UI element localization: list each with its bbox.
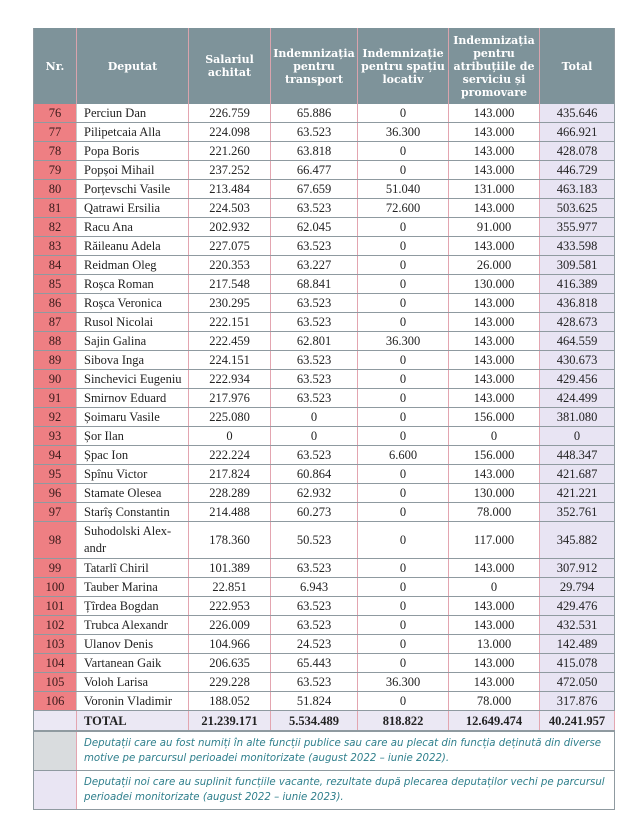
totals-row <box>34 711 615 732</box>
row-total-value: 381.080 <box>540 408 615 427</box>
deputy-name: Roșca Veronica <box>77 294 189 313</box>
table-row <box>34 199 615 218</box>
row-number: 81 <box>34 199 77 218</box>
salary-value: 222.459 <box>189 332 271 351</box>
table-row <box>34 616 615 635</box>
transport-value: 63.523 <box>271 237 358 256</box>
salary-value: 217.824 <box>189 465 271 484</box>
housing-value: 0 <box>358 218 449 237</box>
duties-value: 0 <box>449 427 540 446</box>
totals-label: TOTAL <box>77 711 189 732</box>
totals-grand-total: 40.241.957 <box>540 711 615 732</box>
row-number: 88 <box>34 332 77 351</box>
row-total-value: 428.078 <box>540 142 615 161</box>
table-row <box>34 673 615 692</box>
housing-value: 0 <box>358 559 449 578</box>
deputy-name: Tauber Marina <box>77 578 189 597</box>
transport-value: 63.227 <box>271 256 358 275</box>
row-total-value: 436.818 <box>540 294 615 313</box>
totals-housing: 818.822 <box>358 711 449 732</box>
housing-value: 0 <box>358 408 449 427</box>
transport-value: 0 <box>271 408 358 427</box>
header-atributii: Indemnizația pentru atribuțiile de serviciu și promovare <box>449 28 540 104</box>
duties-value: 143.000 <box>449 313 540 332</box>
transport-value: 65.443 <box>271 654 358 673</box>
row-total-value: 415.078 <box>540 654 615 673</box>
table-row <box>34 635 615 654</box>
row-total-value: 142.489 <box>540 635 615 654</box>
deputy-name: Roșca Roman <box>77 275 189 294</box>
duties-value: 143.000 <box>449 351 540 370</box>
housing-value: 0 <box>358 104 449 123</box>
deputy-name: Popa Boris <box>77 142 189 161</box>
row-total-value: 466.921 <box>540 123 615 142</box>
housing-value: 0 <box>358 503 449 522</box>
housing-value: 0 <box>358 578 449 597</box>
salary-value: 227.075 <box>189 237 271 256</box>
salary-value: 224.503 <box>189 199 271 218</box>
row-number: 87 <box>34 313 77 332</box>
transport-value: 63.523 <box>271 370 358 389</box>
salary-value: 206.635 <box>189 654 271 673</box>
table-row <box>34 161 615 180</box>
duties-value: 143.000 <box>449 104 540 123</box>
table-row <box>34 370 615 389</box>
row-total-value: 433.598 <box>540 237 615 256</box>
salary-value: 225.080 <box>189 408 271 427</box>
table-row <box>34 522 615 559</box>
duties-value: 143.000 <box>449 616 540 635</box>
table-row <box>34 218 615 237</box>
housing-value: 51.040 <box>358 180 449 199</box>
deputy-name: Țîrdea Bogdan <box>77 597 189 616</box>
deputy-name: Reidman Oleg <box>77 256 189 275</box>
duties-value: 143.000 <box>449 465 540 484</box>
salary-value: 22.851 <box>189 578 271 597</box>
duties-value: 143.000 <box>449 559 540 578</box>
transport-value: 51.824 <box>271 692 358 711</box>
duties-value: 156.000 <box>449 446 540 465</box>
duties-value: 143.000 <box>449 237 540 256</box>
housing-value: 0 <box>358 597 449 616</box>
housing-value: 0 <box>358 161 449 180</box>
housing-value: 0 <box>358 654 449 673</box>
table-row <box>34 465 615 484</box>
deputy-name: Porțevschi Vasile <box>77 180 189 199</box>
row-number: 93 <box>34 427 77 446</box>
transport-value: 63.523 <box>271 446 358 465</box>
row-total-value: 503.625 <box>540 199 615 218</box>
salary-value: 222.934 <box>189 370 271 389</box>
deputy-name: Trubca Alexandr <box>77 616 189 635</box>
legend-row <box>34 771 615 810</box>
deputy-name: Racu Ana <box>77 218 189 237</box>
deputy-name: Suhodolski Alex-andr <box>77 522 189 559</box>
deputy-name: Spînu Victor <box>77 465 189 484</box>
table-row <box>34 559 615 578</box>
deputy-name: Ulanov Denis <box>77 635 189 654</box>
transport-value: 63.523 <box>271 313 358 332</box>
salary-value: 222.224 <box>189 446 271 465</box>
deputy-name: Stamate Olesea <box>77 484 189 503</box>
header-total: Total <box>540 28 615 104</box>
salary-value: 220.353 <box>189 256 271 275</box>
housing-value: 0 <box>358 522 449 559</box>
deputy-name: Sibova Inga <box>77 351 189 370</box>
salary-value: 188.052 <box>189 692 271 711</box>
transport-value: 63.523 <box>271 123 358 142</box>
housing-value: 0 <box>358 351 449 370</box>
row-total-value: 429.476 <box>540 597 615 616</box>
table-row <box>34 104 615 123</box>
table-row <box>34 578 615 597</box>
housing-value: 0 <box>358 275 449 294</box>
salary-value: 222.151 <box>189 313 271 332</box>
row-number: 97 <box>34 503 77 522</box>
housing-value: 0 <box>358 370 449 389</box>
duties-value: 143.000 <box>449 161 540 180</box>
row-number: 96 <box>34 484 77 503</box>
row-total-value: 421.221 <box>540 484 615 503</box>
row-number: 77 <box>34 123 77 142</box>
row-number: 76 <box>34 104 77 123</box>
housing-value: 36.300 <box>358 673 449 692</box>
table-row <box>34 313 615 332</box>
housing-value: 0 <box>358 256 449 275</box>
table-body <box>34 104 615 810</box>
duties-value: 143.000 <box>449 142 540 161</box>
salary-value: 224.151 <box>189 351 271 370</box>
deputy-name: Popșoi Mihail <box>77 161 189 180</box>
transport-value: 62.801 <box>271 332 358 351</box>
deputy-name: Qatrawi Ersilia <box>77 199 189 218</box>
legend-note-text: Deputații noi care au suplinit funcțiile vacante, rezultate după plecarea deputaților vechi pe parcursul perioadei monitorizate (august 2022 – iunie 2023). <box>77 771 615 810</box>
table-row <box>34 275 615 294</box>
salary-table-container <box>33 28 614 810</box>
salary-value: 104.966 <box>189 635 271 654</box>
deputy-name: Răileanu Adela <box>77 237 189 256</box>
transport-value: 62.932 <box>271 484 358 503</box>
transport-value: 63.523 <box>271 673 358 692</box>
housing-value: 72.600 <box>358 199 449 218</box>
table-row <box>34 237 615 256</box>
table-row <box>34 446 615 465</box>
salary-value: 214.488 <box>189 503 271 522</box>
duties-value: 143.000 <box>449 389 540 408</box>
row-total-value: 448.347 <box>540 446 615 465</box>
transport-value: 63.818 <box>271 142 358 161</box>
row-total-value: 429.456 <box>540 370 615 389</box>
row-number: 79 <box>34 161 77 180</box>
transport-value: 50.523 <box>271 522 358 559</box>
row-total-value: 355.977 <box>540 218 615 237</box>
duties-value: 143.000 <box>449 597 540 616</box>
duties-value: 143.000 <box>449 294 540 313</box>
salary-value: 229.228 <box>189 673 271 692</box>
row-total-value: 435.646 <box>540 104 615 123</box>
transport-value: 63.523 <box>271 559 358 578</box>
row-total-value: 29.794 <box>540 578 615 597</box>
row-number: 104 <box>34 654 77 673</box>
row-number: 102 <box>34 616 77 635</box>
deputy-name: Rusol Nicolai <box>77 313 189 332</box>
row-number: 86 <box>34 294 77 313</box>
table-header-row <box>34 28 615 104</box>
row-number: 106 <box>34 692 77 711</box>
legend-color-swatch <box>34 731 77 771</box>
housing-value: 0 <box>358 237 449 256</box>
salary-value: 217.548 <box>189 275 271 294</box>
duties-value: 131.000 <box>449 180 540 199</box>
duties-value: 91.000 <box>449 218 540 237</box>
deputy-name: Pilipetcaia Alla <box>77 123 189 142</box>
deputy-name: Sajin Galina <box>77 332 189 351</box>
duties-value: 156.000 <box>449 408 540 427</box>
duties-value: 13.000 <box>449 635 540 654</box>
transport-value: 67.659 <box>271 180 358 199</box>
deputy-name: Tatarlî Chiril <box>77 559 189 578</box>
salary-value: 226.759 <box>189 104 271 123</box>
duties-value: 143.000 <box>449 654 540 673</box>
salary-value: 221.260 <box>189 142 271 161</box>
row-number: 90 <box>34 370 77 389</box>
table-row <box>34 123 615 142</box>
salary-value: 224.098 <box>189 123 271 142</box>
deputy-name: Starîș Constantin <box>77 503 189 522</box>
totals-transport: 5.534.489 <box>271 711 358 732</box>
table-row <box>34 142 615 161</box>
row-number: 101 <box>34 597 77 616</box>
row-total-value: 317.876 <box>540 692 615 711</box>
row-number: 91 <box>34 389 77 408</box>
transport-value: 0 <box>271 427 358 446</box>
salary-value: 230.295 <box>189 294 271 313</box>
row-total-value: 432.531 <box>540 616 615 635</box>
deputy-name: Șoimaru Vasile <box>77 408 189 427</box>
housing-value: 0 <box>358 635 449 654</box>
housing-value: 0 <box>358 313 449 332</box>
row-number: 80 <box>34 180 77 199</box>
duties-value: 143.000 <box>449 673 540 692</box>
housing-value: 0 <box>358 484 449 503</box>
table-row <box>34 597 615 616</box>
housing-value: 0 <box>358 616 449 635</box>
deputy-name: Sinchevici Eugeniu <box>77 370 189 389</box>
duties-value: 78.000 <box>449 692 540 711</box>
row-total-value: 463.183 <box>540 180 615 199</box>
transport-value: 63.523 <box>271 199 358 218</box>
duties-value: 143.000 <box>449 370 540 389</box>
salary-value: 213.484 <box>189 180 271 199</box>
row-total-value: 345.882 <box>540 522 615 559</box>
row-total-value: 416.389 <box>540 275 615 294</box>
row-number: 103 <box>34 635 77 654</box>
housing-value: 36.300 <box>358 332 449 351</box>
row-total-value: 307.912 <box>540 559 615 578</box>
housing-value: 0 <box>358 465 449 484</box>
transport-value: 6.943 <box>271 578 358 597</box>
salary-value: 237.252 <box>189 161 271 180</box>
legend-note-text: Deputații care au fost numiți în alte funcții publice sau care au plecat din funcția deținută din diverse motive pe parcursul perioadei monitorizate (august 2022 – iunie 2022). <box>77 731 615 771</box>
header-nr: Nr. <box>34 28 77 104</box>
housing-value: 0 <box>358 427 449 446</box>
row-total-value: 352.761 <box>540 503 615 522</box>
row-total-value: 464.559 <box>540 332 615 351</box>
table-row <box>34 692 615 711</box>
transport-value: 24.523 <box>271 635 358 654</box>
header-transport: Indemnizația pentru transport <box>271 28 358 104</box>
duties-value: 130.000 <box>449 275 540 294</box>
header-salariu: Salariul achitat <box>189 28 271 104</box>
deputy-name: Perciun Dan <box>77 104 189 123</box>
housing-value: 0 <box>358 389 449 408</box>
transport-value: 62.045 <box>271 218 358 237</box>
housing-value: 0 <box>358 692 449 711</box>
totals-nr-empty <box>34 711 77 732</box>
duties-value: 143.000 <box>449 123 540 142</box>
transport-value: 66.477 <box>271 161 358 180</box>
row-total-value: 424.499 <box>540 389 615 408</box>
transport-value: 60.864 <box>271 465 358 484</box>
duties-value: 143.000 <box>449 332 540 351</box>
salary-value: 226.009 <box>189 616 271 635</box>
totals-duties: 12.649.474 <box>449 711 540 732</box>
row-number: 105 <box>34 673 77 692</box>
transport-value: 63.523 <box>271 389 358 408</box>
deputies-salary-table <box>33 28 615 810</box>
table-row <box>34 180 615 199</box>
duties-value: 130.000 <box>449 484 540 503</box>
row-total-value: 446.729 <box>540 161 615 180</box>
row-number: 82 <box>34 218 77 237</box>
transport-value: 63.523 <box>271 616 358 635</box>
salary-value: 101.389 <box>189 559 271 578</box>
transport-value: 60.273 <box>271 503 358 522</box>
table-row <box>34 389 615 408</box>
row-number: 85 <box>34 275 77 294</box>
transport-value: 63.523 <box>271 597 358 616</box>
salary-value: 217.976 <box>189 389 271 408</box>
row-number: 95 <box>34 465 77 484</box>
row-number: 89 <box>34 351 77 370</box>
transport-value: 65.886 <box>271 104 358 123</box>
housing-value: 6.600 <box>358 446 449 465</box>
salary-value: 222.953 <box>189 597 271 616</box>
salary-value: 228.289 <box>189 484 271 503</box>
row-total-value: 428.673 <box>540 313 615 332</box>
row-total-value: 472.050 <box>540 673 615 692</box>
deputy-name: Voronin Vladimir <box>77 692 189 711</box>
salary-value: 0 <box>189 427 271 446</box>
table-row <box>34 654 615 673</box>
transport-value: 63.523 <box>271 351 358 370</box>
salary-value: 178.360 <box>189 522 271 559</box>
table-row <box>34 294 615 313</box>
legend-color-swatch <box>34 771 77 810</box>
table-row <box>34 351 615 370</box>
row-total-value: 309.581 <box>540 256 615 275</box>
row-total-value: 430.673 <box>540 351 615 370</box>
row-number: 78 <box>34 142 77 161</box>
legend-row <box>34 731 615 771</box>
deputy-name: Voloh Larisa <box>77 673 189 692</box>
row-number: 94 <box>34 446 77 465</box>
duties-value: 26.000 <box>449 256 540 275</box>
row-number: 92 <box>34 408 77 427</box>
deputy-name: Șpac Ion <box>77 446 189 465</box>
salary-value: 202.932 <box>189 218 271 237</box>
duties-value: 78.000 <box>449 503 540 522</box>
row-number: 99 <box>34 559 77 578</box>
table-row <box>34 256 615 275</box>
transport-value: 68.841 <box>271 275 358 294</box>
deputy-name: Vartanean Gaik <box>77 654 189 673</box>
housing-value: 0 <box>358 294 449 313</box>
header-deputat: Deputat <box>77 28 189 104</box>
row-total-value: 0 <box>540 427 615 446</box>
table-row <box>34 408 615 427</box>
table-row <box>34 332 615 351</box>
deputy-name: Smirnov Eduard <box>77 389 189 408</box>
duties-value: 117.000 <box>449 522 540 559</box>
table-row <box>34 503 615 522</box>
row-number: 98 <box>34 522 77 559</box>
duties-value: 0 <box>449 578 540 597</box>
table-row <box>34 427 615 446</box>
row-number: 83 <box>34 237 77 256</box>
deputy-name: Șor Ilan <box>77 427 189 446</box>
row-number: 100 <box>34 578 77 597</box>
housing-value: 36.300 <box>358 123 449 142</box>
totals-salary: 21.239.171 <box>189 711 271 732</box>
row-number: 84 <box>34 256 77 275</box>
transport-value: 63.523 <box>271 294 358 313</box>
header-spatiu: Indemnizație pentru spațiu locativ <box>358 28 449 104</box>
duties-value: 143.000 <box>449 199 540 218</box>
row-total-value: 421.687 <box>540 465 615 484</box>
table-row <box>34 484 615 503</box>
housing-value: 0 <box>358 142 449 161</box>
